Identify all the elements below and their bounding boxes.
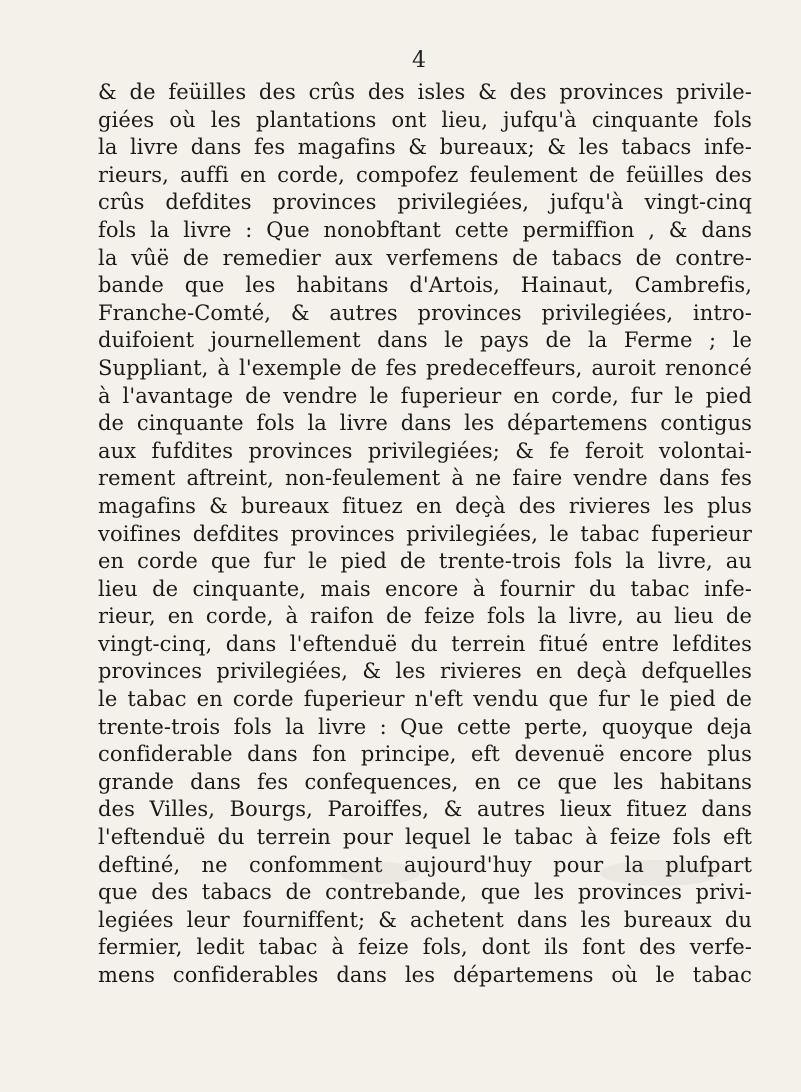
text-line: aux fufdites provinces privilegiées; & fe feroit volontai-: [98, 438, 752, 463]
text-line: l'eftenduë du terrein pour lequel le tabac à feize fols eft: [98, 825, 752, 850]
text-line: à l'avantage de vendre le fuperieur en corde, fur le pied: [98, 383, 752, 408]
text-line: rement aftreint, non-feulement à ne faire vendre dans fes: [98, 466, 752, 491]
text-line: la livre dans fes magafins & bureaux; & les tabacs infe-: [98, 135, 752, 160]
text-line: fermier, ledit tabac à feize fols, dont ils font des verfe-: [98, 935, 752, 960]
text-line: des Villes, Bourgs, Paroiffes, & autres lieux fituez dans: [98, 797, 752, 822]
text-line: mens confiderables dans les départemens où le tabac: [98, 963, 752, 987]
text-line: crûs defdites provinces privilegiées, jufqu'à vingt-cinq: [98, 190, 752, 215]
text-line: vingt-cinq, dans l'eftenduë du terrein fitué entre lefdites: [98, 631, 752, 656]
text-line: rieurs, auffi en corde, compofez feulement de feüilles des: [98, 162, 752, 187]
text-line: duifoient journellement dans le pays de la Ferme ; le: [98, 328, 752, 353]
text-line: giées où les plantations ont lieu, jufqu'à cinquante fols: [98, 107, 752, 132]
page-number: 4: [412, 48, 426, 73]
text-line: grande dans fes confequences, en ce que les habitans: [98, 769, 752, 794]
text-line: provinces privilegiées, & les rivieres en deçà defquelles: [98, 659, 752, 684]
text-line: & de feüilles des crûs des isles & des provinces privile-: [98, 80, 752, 104]
text-line: trente-trois fols la livre : Que cette perte, quoyque deja: [98, 714, 752, 739]
text-line: magafins & bureaux fituez en deçà des rivieres les plus: [98, 493, 752, 518]
text-line: voifines defdites provinces privilegiées, le tabac fuperieur: [98, 521, 752, 546]
text-line: Franche-Comté, & autres provinces privilegiées, intro-: [98, 300, 752, 325]
body-text: [98, 79, 752, 990]
text-line: rieur, en corde, à raifon de feize fols la livre, au lieu de: [98, 604, 752, 629]
text-line: fols la livre : Que nonobftant cette permiffion , & dans: [98, 217, 752, 242]
text-line: legiées leur fourniffent; & achetent dans les bureaux du: [98, 907, 752, 932]
text-line: de cinquante fols la livre dans les départemens contigus: [98, 411, 752, 436]
text-line: en corde que fur le pied de trente-trois fols la livre, au: [98, 549, 752, 574]
text-line: deftiné, ne confomment aujourd'huy pour la plufpart: [98, 852, 752, 877]
text-line: le tabac en corde fuperieur n'eft vendu que fur le pied de: [98, 687, 752, 712]
text-line: confiderable dans fon principe, eft devenuë encore plus: [98, 742, 752, 767]
text-line: bande que les habitans d'Artois, Hainaut, Cambrefis,: [98, 273, 752, 298]
text-line: la vûë de remedier aux verfemens de tabacs de contre-: [98, 245, 752, 270]
text-line: que des tabacs de contrebande, que les provinces privi-: [98, 880, 752, 905]
text-line: Suppliant, à l'exemple de fes predeceffeurs, auroit renoncé: [98, 355, 752, 380]
text-line: lieu de cinquante, mais encore à fournir du tabac infe-: [98, 576, 752, 601]
